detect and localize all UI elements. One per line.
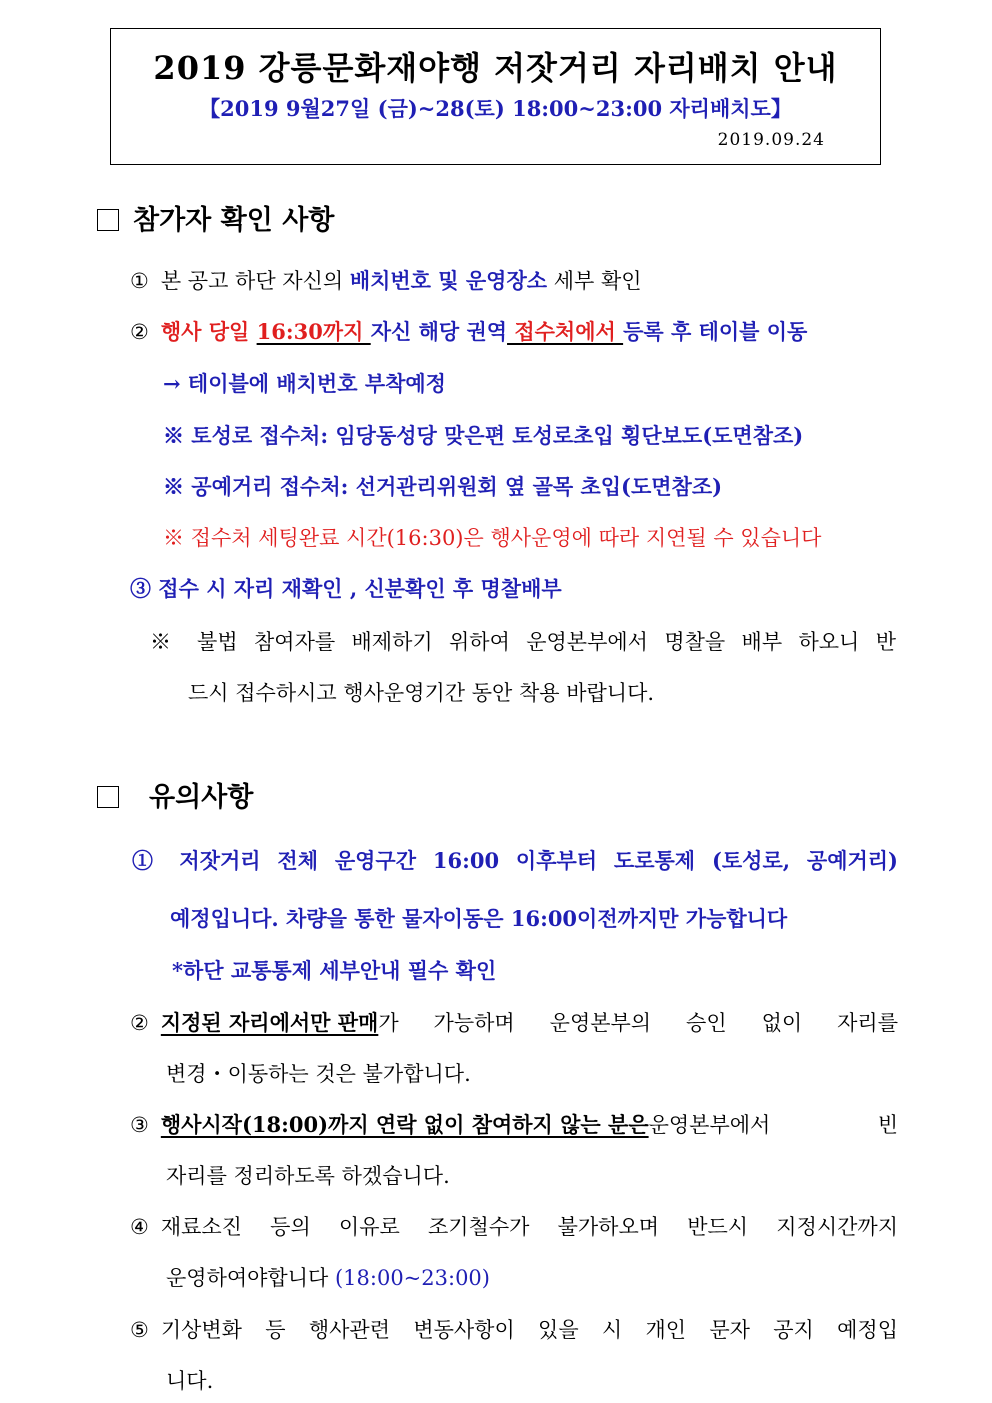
text: 재료소진 등의 이유로 조기철수가 불가하오며 반드시 지정시간까지 bbox=[160, 1215, 898, 1239]
text: 운영본부에서 빈 bbox=[648, 1113, 898, 1137]
underlined-place: 접수처에서 bbox=[507, 319, 624, 344]
s1-item-3: ③ 접수 시 자리 재확인 , 신분확인 후 명찰배부 bbox=[130, 576, 562, 601]
item-number: ② bbox=[130, 320, 149, 344]
item-number: ② bbox=[130, 1011, 149, 1035]
section-title: 참가자 확인 사항 bbox=[133, 205, 335, 236]
s1-item-2 bbox=[130, 317, 807, 347]
underlined-text: 지정된 자리에서만 판매 bbox=[160, 1010, 379, 1035]
s2-item-1-line3: *하단 교통통제 세부안내 필수 확인 bbox=[172, 958, 497, 983]
s2-item-2-line1 bbox=[130, 1008, 898, 1038]
s1-item-1 bbox=[130, 266, 642, 296]
item-number: ⑤ bbox=[130, 1318, 149, 1342]
time-range: (18:00~23:00) bbox=[334, 1266, 490, 1290]
page-title: 2019 강릉문화재야행 저잣거리 자리배치 안내 bbox=[153, 49, 838, 87]
text: 가 가능하며 운영본부의 승인 없이 자리를 bbox=[378, 1011, 898, 1035]
event-schedule: 【2019 9월27일 (금)~28(토) 18:00~23:00 자리배치도】 bbox=[199, 96, 792, 121]
item-number: ③ bbox=[130, 1113, 149, 1137]
s1-note-craft: ※ 공예거리 접수처: 선거관리위원회 옆 골목 초입(도면참조) bbox=[163, 474, 723, 499]
section-title: 유의사항 bbox=[149, 782, 254, 813]
s2-item-4-line2 bbox=[166, 1263, 490, 1293]
s1-note-toseong: ※ 토성로 접수처: 임당동성당 맞은편 토성로초입 횡단보도(도면참조) bbox=[163, 423, 804, 448]
text: 세부 확인 bbox=[547, 269, 642, 293]
text: 기상변화 등 행사관련 변동사항이 있을 시 개인 문자 공지 예정입 bbox=[160, 1318, 898, 1342]
text: 자신 해당 권역 bbox=[370, 319, 508, 344]
underlined-text: 행사시작(18:00)까지 연락 없이 참여하지 않는 분은 bbox=[160, 1112, 649, 1137]
s2-item-3-line2: 자리를 정리하도록 하겠습니다. bbox=[166, 1164, 450, 1188]
s2-item-3-line1 bbox=[130, 1110, 898, 1140]
underlined-time: 16:30까지 bbox=[256, 319, 371, 344]
checkbox-icon bbox=[97, 786, 119, 808]
highlight-text: 배치번호 및 운영장소 bbox=[349, 268, 548, 293]
s1-note-badge-line2: 드시 접수하시고 행사운영기간 동안 착용 바랍니다. bbox=[188, 681, 655, 705]
s1-note-badge-line1: ※ 불법 참여자를 배제하기 위하여 운영본부에서 명찰을 배부 하오니 반 bbox=[150, 630, 896, 654]
checkbox-icon bbox=[97, 209, 119, 231]
s2-item-5-line1 bbox=[130, 1315, 898, 1345]
s2-item-1-line2: 예정입니다. 차량을 통한 물자이동은 16:00이전까지만 가능합니다 bbox=[170, 906, 788, 931]
text: 행사 당일 bbox=[160, 319, 257, 344]
s1-arrow-note: → 테이블에 배치번호 부착예정 bbox=[163, 371, 446, 396]
notice-date: 2019.09.24 bbox=[717, 130, 825, 150]
s2-item-1-line1: ① 저잣거리 전체 운영구간 16:00 이후부터 도로통제 (토성로, 공예거리) bbox=[132, 848, 898, 873]
text: 운영하여야합니다 bbox=[166, 1266, 335, 1290]
header-box bbox=[110, 28, 881, 165]
text: 등록 후 테이블 이동 bbox=[623, 319, 808, 344]
s2-item-5-line2: 니다. bbox=[166, 1369, 214, 1393]
s2-item-2-line2: 변경・이동하는 것은 불가합니다. bbox=[166, 1062, 471, 1086]
text: 본 공고 하단 자신의 bbox=[160, 269, 350, 293]
item-number: ① bbox=[130, 269, 149, 293]
s2-item-4-line1 bbox=[130, 1212, 898, 1242]
item-number: ④ bbox=[130, 1215, 149, 1239]
s1-note-delay: ※ 접수처 세팅완료 시간(16:30)은 행사운영에 따라 지연될 수 있습니다 bbox=[163, 526, 822, 550]
section-heading-cautions bbox=[97, 780, 253, 816]
section-heading-participant bbox=[97, 203, 334, 239]
